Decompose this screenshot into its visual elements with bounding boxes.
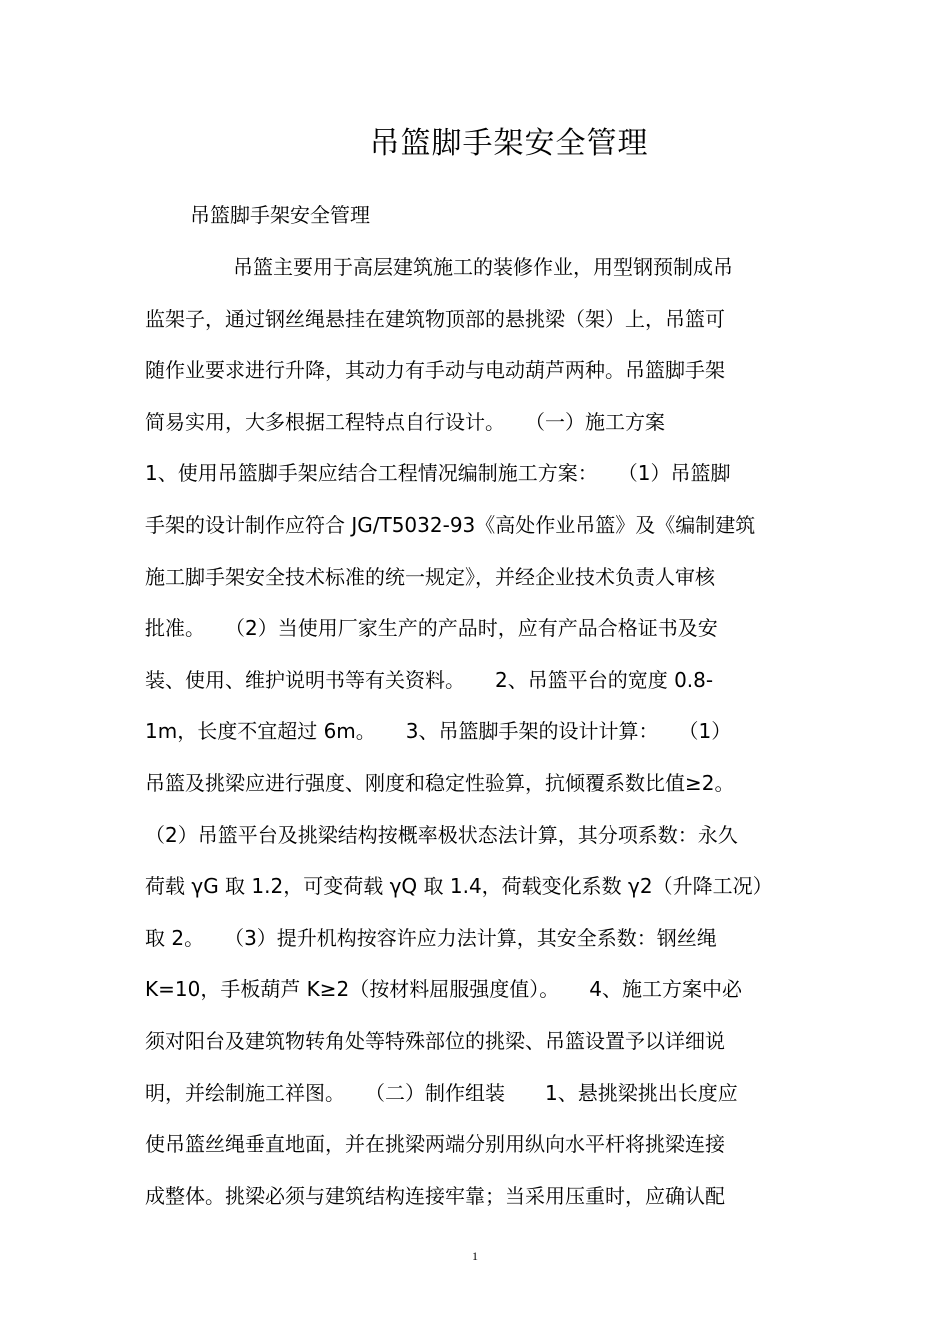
body-line: 吊篮及挑梁应进行强度、刚度和稳定性验算，抗倾覆系数比值≥2。 <box>145 770 735 795</box>
document-subtitle: 吊篮脚手架安全管理 <box>190 203 370 227</box>
body-line: 监架子，通过钢丝绳悬挂在建筑物顶部的悬挑梁（架）上，吊篮可 <box>145 306 725 331</box>
body-line: 1m，长度不宜超过 6m。 3、吊篮脚手架的设计计算： （1） <box>145 719 732 744</box>
body-line: 成整体。挑梁必须与建筑结构连接牢靠；当采用压重时，应确认配 <box>145 1183 725 1208</box>
body-line: 简易实用，大多根据工程特点自行设计。 （一）施工方案 <box>145 409 665 434</box>
body-line: 明，并绘制施工祥图。 （二）制作组装 1、悬挑梁挑出长度应 <box>145 1080 738 1105</box>
body-line: 取 2。 （3）提升机构按容许应力法计算，其安全系数：钢丝绳 <box>145 925 717 950</box>
body-line: 手架的设计制作应符合 JG/T5032-93《高处作业吊篮》及《编制建筑 <box>145 512 756 537</box>
body-line: K=10，手板葫芦 K≥2（按材料屈服强度值）。 4、施工方案中必 <box>145 977 743 1002</box>
page-number: 1 <box>472 1249 478 1263</box>
body-line: 1、使用吊篮脚手架应结合工程情况编制施工方案： （1）吊篮脚 <box>145 461 731 486</box>
body-line: 使吊篮丝绳垂直地面，并在挑梁两端分别用纵向水平杆将挑梁连接 <box>145 1132 725 1157</box>
body-text <box>145 247 815 1227</box>
body-line: 随作业要求进行升降，其动力有手动与电动葫芦两种。吊篮脚手架 <box>145 358 725 383</box>
body-line: 装、使用、维护说明书等有关资料。 2、吊篮平台的宽度 0.8- <box>145 667 714 692</box>
body-line: 吊篮主要用于高层建筑施工的装修作业，用型钢预制成吊 <box>233 255 733 279</box>
body-line: 批准。 （2）当使用厂家生产的产品时，应有产品合格证书及安 <box>145 616 718 641</box>
document-title: 吊篮脚手架安全管理 <box>369 126 649 161</box>
body-line: 施工脚手架安全技术标准的统一规定》，并经企业技术负责人审核 <box>145 564 715 589</box>
body-line: （2）吊篮平台及挑梁结构按概率极状态法计算，其分项系数：永久 <box>145 822 738 847</box>
body-line: 须对阳台及建筑物转角处等特殊部位的挑梁、吊篮设置予以详细说 <box>145 1028 725 1053</box>
body-line: 荷载 γG 取 1.2，可变荷载 γQ 取 1.4，荷载变化系数 γ2（升降工况） <box>145 874 773 899</box>
